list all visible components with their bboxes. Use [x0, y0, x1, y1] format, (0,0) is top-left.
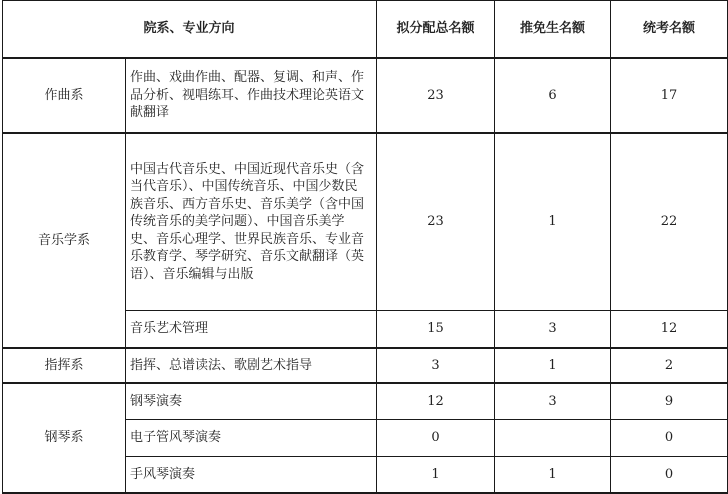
header-total: 拟分配总名额	[396, 21, 475, 37]
total-piano: 12	[427, 393, 444, 409]
exam-electronic-organ: 0	[664, 430, 674, 446]
dept-musicology: 音乐学系	[37, 232, 90, 248]
header-dept: 院系、专业方向	[143, 21, 235, 37]
total-musicology: 23	[427, 214, 444, 230]
major-conducting: 指挥、总谱读法、歌剧艺术指导	[130, 357, 313, 373]
exempt-conducting: 1	[548, 357, 557, 373]
exam-piano: 9	[664, 393, 674, 409]
major-arts-management: 音乐艺术管理	[130, 321, 209, 337]
dept-piano: 钢琴系	[44, 430, 84, 446]
major-accordion: 手风琴演奏	[130, 466, 196, 482]
exam-arts-management: 12	[660, 321, 678, 337]
total-electronic-organ: 0	[431, 430, 440, 446]
exempt-piano: 3	[548, 393, 557, 409]
exempt-arts-management: 3	[548, 321, 557, 337]
exam-composition: 17	[660, 87, 678, 103]
major-electronic-organ: 电子管风琴演奏	[130, 430, 222, 446]
major-composition: 作曲、戏曲作曲、配器、复调、和声、作品分析、视唱练耳、作曲技术理论英语文献翻译	[130, 70, 365, 121]
header-exempt: 推免生名额	[519, 21, 585, 37]
total-arts-management: 15	[427, 321, 444, 337]
exam-musicology: 22	[660, 214, 678, 230]
total-composition: 23	[427, 87, 444, 103]
major-musicology: 中国古代音乐史、中国近现代音乐史（含当代音乐）、中国传统音乐、中国少数民族音乐、西方音乐史、音乐美学（含中国传统音乐的美学问题）、中国音乐美学史、音乐心理学、世界民族音乐、专业音乐教育学、琴学研究、音乐文献翻译（英语）、音乐编辑与出版	[130, 161, 365, 282]
major-piano: 钢琴演奏	[130, 393, 183, 409]
dept-conducting: 指挥系	[44, 357, 84, 373]
exempt-electronic-organ	[495, 420, 610, 456]
exempt-composition: 6	[548, 87, 557, 103]
header-exam: 统考名额	[642, 21, 695, 37]
total-accordion: 1	[431, 466, 440, 482]
exempt-accordion: 1	[548, 466, 557, 482]
exam-accordion: 0	[664, 466, 674, 482]
exam-conducting: 2	[664, 357, 674, 373]
exempt-musicology: 1	[548, 214, 557, 230]
total-conducting: 3	[431, 357, 440, 373]
dept-composition: 作曲系	[44, 87, 84, 103]
